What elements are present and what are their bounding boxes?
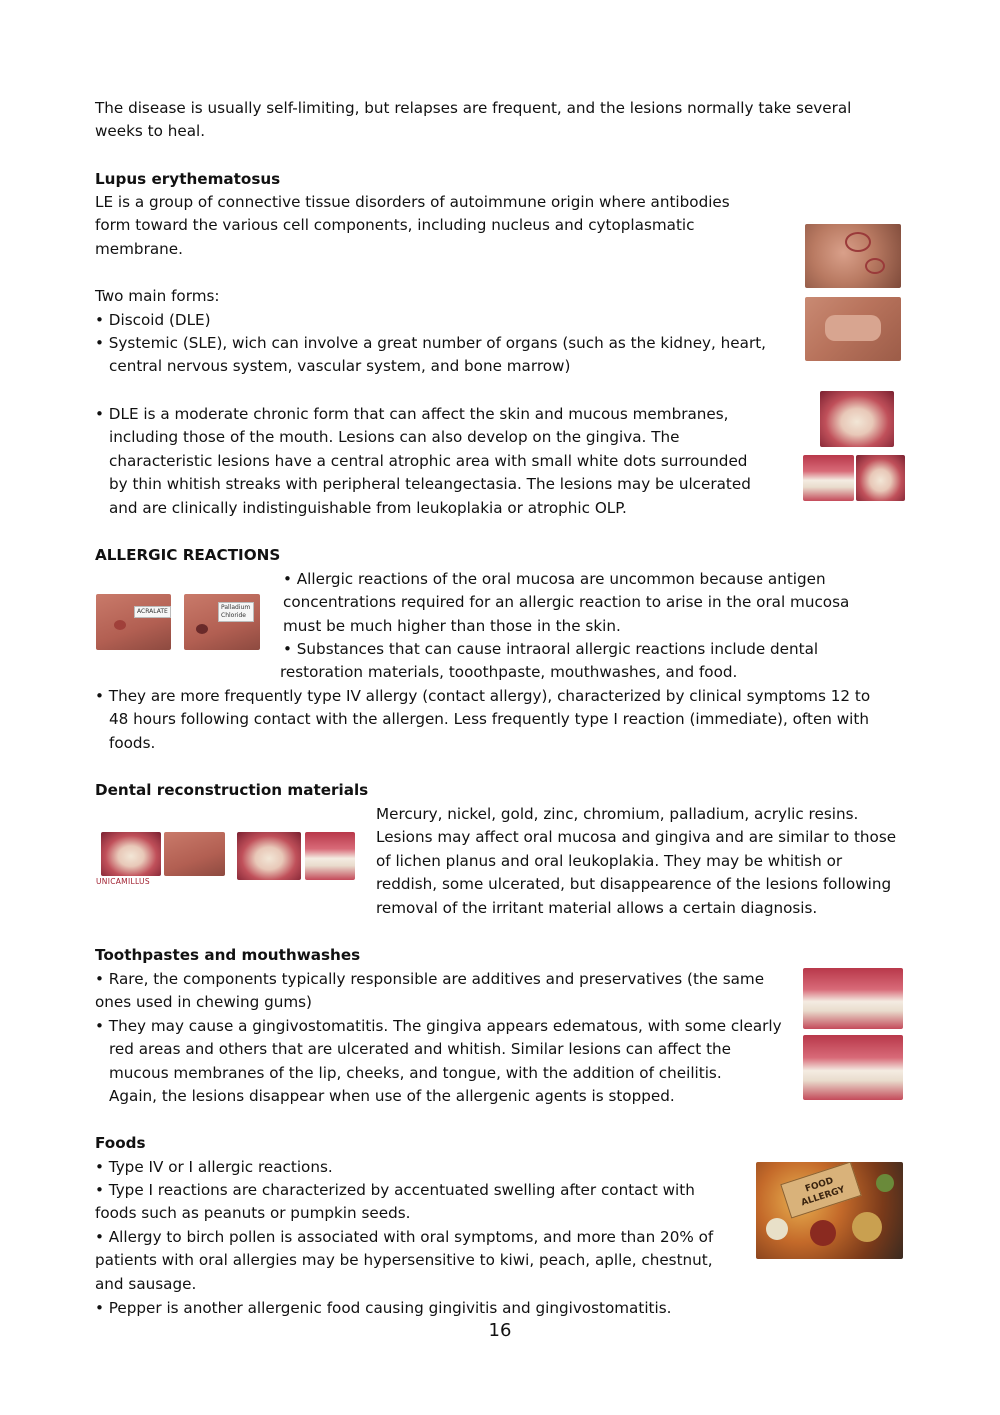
dental-paragraph: [376, 803, 896, 920]
text-line: patients with oral allergies may be hypersensitive to kiwi, peach, aplle, chestnut,: [95, 1251, 713, 1270]
food-item: [852, 1212, 882, 1242]
text-line: Lesions may affect oral mucosa and gingiva and are similar to those: [376, 828, 897, 847]
text-line: restoration materials, tooothpaste, mouthwashes, and food.: [280, 663, 738, 682]
dental-lesion-photo-2: [164, 832, 225, 876]
dental-lesion-photo-4: [305, 832, 355, 880]
text-line: Again, the lesions disappear when use of the allergenic agents is stopped.: [109, 1087, 675, 1106]
lupus-face-photo: [805, 224, 901, 288]
lupus-form-dle: • Discoid (DLE): [95, 311, 211, 329]
text-line: of lichen planus and oral leukoplakia. They may be whitish or: [376, 851, 843, 870]
patch-label: ACRALATE: [134, 606, 171, 618]
text-line: form toward the various cell components, including nucleus and cytoplasmatic: [95, 216, 695, 235]
text-line: and sausage.: [95, 1274, 197, 1293]
text-line: • DLE is a moderate chronic form that can affect the skin and mucous membranes,: [95, 405, 729, 423]
text-line: concentrations required for an allergic reaction to arise in the oral mucosa: [283, 593, 850, 612]
foods-item-4: • Pepper is another allergenic food causing gingivitis and gingivostomatitis.: [95, 1299, 672, 1317]
lupus-forms-title: Two main forms:: [95, 287, 220, 305]
foods-item-3: [95, 1226, 713, 1296]
reaction-spot: [114, 620, 126, 630]
text-line: • Type I reactions are characterized by accentuated swelling after contact with: [95, 1181, 695, 1199]
food-item: [810, 1220, 836, 1246]
text-line: • Allergic reactions of the oral mucosa are uncommon because antigen: [283, 570, 826, 588]
text-line: mucous membranes of the lip, cheeks, and tongue, with the addition of cheilitis.: [109, 1063, 722, 1082]
text-line: Mercury, nickel, gold, zinc, chromium, palladium, acrylic resins.: [376, 805, 859, 823]
lupus-form-sle: [95, 332, 766, 379]
text-line: • Rare, the components typically responsible are additives and preservatives (the same: [95, 970, 765, 988]
text-line: • Allergy to birch pollen is associated with oral symptoms, and more than 20% of: [95, 1228, 714, 1246]
patch-test-photo-2: [184, 594, 260, 650]
text-line: membrane.: [95, 239, 183, 258]
foods-item-1: • Type IV or I allergic reactions.: [95, 1158, 333, 1176]
text-line: weeks to heal.: [95, 122, 206, 141]
lupus-gingiva-photo: [803, 455, 854, 501]
intro-paragraph: [95, 97, 851, 144]
text-line: ones used in chewing gums): [95, 993, 312, 1012]
lupus-palate-photo: [820, 391, 894, 447]
text-line: LE is a group of connective tissue disorders of autoimmune origin where antibodies: [95, 193, 730, 211]
gingivostomatitis-photo-1: [803, 968, 903, 1029]
page-number: 16: [488, 1320, 512, 1341]
allergic-paragraph-3: [95, 685, 870, 755]
reaction-spot: [196, 624, 208, 634]
patch-test-photo-1: [96, 594, 171, 650]
text-line: characteristic lesions have a central atrophic area with small white dots surrounded: [109, 451, 748, 470]
text-line: red areas and others that are ulcerated and whitish. Similar lesions can affect the: [109, 1040, 731, 1059]
lupus-dle-description: [95, 403, 751, 520]
allergic-paragraph-1: [283, 568, 849, 638]
toothpaste-paragraph-1: [95, 968, 764, 1015]
hands-shape: [825, 315, 881, 341]
food-item: [766, 1218, 788, 1240]
food-allergy-tiles: FOOD ALLERGY: [780, 1162, 862, 1219]
text-line: • Substances that can cause intraoral allergic reactions include dental: [283, 640, 819, 658]
allergic-paragraph-2: [280, 638, 818, 685]
lupus-hands-photo: [805, 297, 901, 361]
allergic-heading: ALLERGIC REACTIONS: [95, 546, 281, 564]
text-line: central nervous system, vascular system, and bone marrow): [109, 357, 571, 376]
text-line: reddish, some ulcerated, but disappearence of the lesions following: [376, 875, 892, 894]
text-line: and are clinically indistinguishable from leukoplakia or atrophic OLP.: [109, 498, 627, 517]
gingivostomatitis-photo-2: [803, 1035, 903, 1100]
patch-label: Palladium Chloride: [218, 602, 254, 622]
lesion-mark: [845, 232, 871, 252]
text-line: 48 hours following contact with the allergen. Less frequently type I reaction (immediate), often with: [109, 710, 869, 729]
text-line: including those of the mouth. Lesions can also develop on the gingiva. The: [109, 428, 680, 447]
lupus-heading: Lupus erythematosus: [95, 170, 281, 188]
text-line: removal of the irritant material allows a certain diagnosis.: [376, 898, 818, 917]
toothpaste-paragraph-2: [95, 1015, 782, 1109]
text-line: must be much higher than those in the skin.: [283, 616, 621, 635]
food-allergy-photo: [756, 1162, 903, 1259]
foods-heading: Foods: [95, 1134, 146, 1152]
lupus-definition: [95, 191, 730, 261]
text-line: foods such as peanuts or pumpkin seeds.: [95, 1204, 411, 1223]
dental-lesion-photo-1: [101, 832, 161, 876]
text-line: The disease is usually self-limiting, but relapses are frequent, and the lesions normally take several: [95, 99, 852, 117]
unicamillus-logo: UNICAMILLUS: [96, 877, 150, 886]
text-line: • Systemic (SLE), wich can involve a great number of organs (such as the kidney, heart,: [95, 334, 766, 352]
text-line: by thin whitish streaks with peripheral teleangectasia. The lesions may be ulcerated: [109, 475, 751, 494]
dental-heading: Dental reconstruction materials: [95, 781, 369, 799]
text-line: • They are more frequently type IV allergy (contact allergy), characterized by clinical symptoms 12 to: [95, 687, 871, 705]
text-line: foods.: [109, 733, 156, 752]
lesion-mark: [865, 258, 885, 274]
toothpaste-heading: Toothpastes and mouthwashes: [95, 946, 361, 964]
dental-lesion-photo-3: [237, 832, 301, 880]
lupus-cheek-photo: [856, 455, 905, 501]
foods-item-2: [95, 1179, 695, 1226]
text-line: • They may cause a gingivostomatitis. The gingiva appears edematous, with some clearly: [95, 1017, 782, 1035]
food-item: [876, 1174, 894, 1192]
